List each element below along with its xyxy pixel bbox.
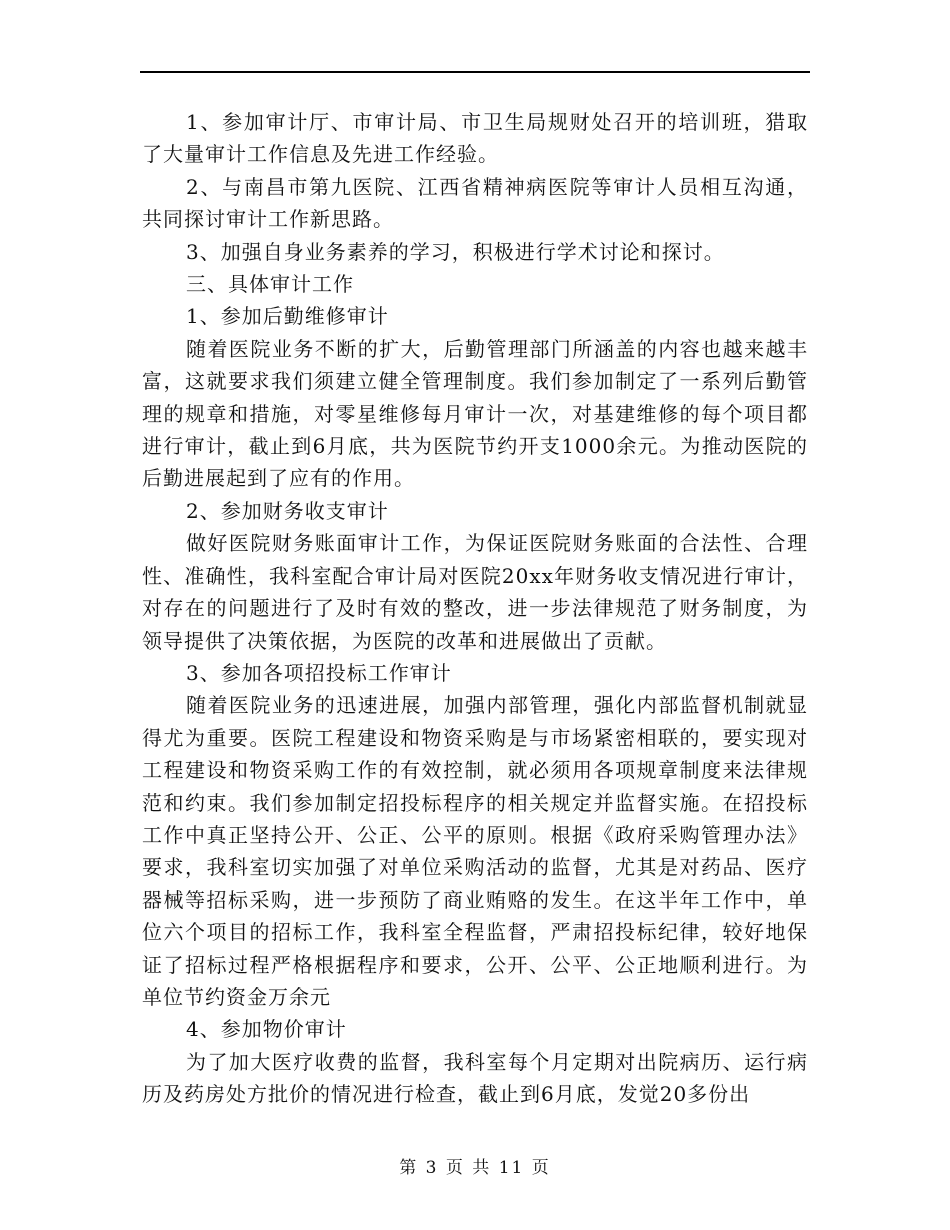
header-rule bbox=[140, 71, 810, 73]
subsection-heading: 4、参加物价审计 bbox=[186, 1017, 347, 1042]
page-footer: 第 3 页 共 11 页 bbox=[399, 1158, 551, 1178]
subsection-heading: 2、参加财务收支审计 bbox=[186, 498, 389, 523]
paragraph: 2、与南昌市第九医院、江西省精神病医院等审计人员相互沟通，共同探讨审计工作新思路。 bbox=[142, 174, 808, 232]
paragraph: 3、加强自身业务素养的学习，积极进行学术讨论和探讨。 bbox=[186, 239, 725, 264]
paragraph: 1、参加审计厅、市审计局、市卫生局规财处召开的培训班，猎取了大量审计工作信息及先进工作经验。 bbox=[142, 110, 808, 167]
paragraph: 做好医院财务账面审计工作，为保证医院财务账面的合法性、合理性、准确性，我科室配合审计局对医院20xx年财务收支情况进行审计，对存在的问题进行了及时有效的整改，进一步法律规范了财务制度，为领导提供了决策依据，为医院的改革和进展做出了贡献。 bbox=[142, 531, 808, 653]
subsection-heading: 1、参加后勤维修审计 bbox=[186, 304, 389, 329]
paragraph: 随着医院业务不断的扩大，后勤管理部门所涵盖的内容也越来越丰富，这就要求我们须建立健全管理制度。我们参加制定了一系列后勤管理的规章和措施，对零星维修每月审计一次，对基建维修的每个项目都进行审计，截止到6月底，共为医院节约开支1000余元。为推动医院的后勤进展起到了应有的作用。 bbox=[142, 336, 808, 491]
document-body bbox=[142, 106, 808, 1111]
subsection-heading: 3、参加各项招投标工作审计 bbox=[186, 660, 452, 685]
section-heading: 三、具体审计工作 bbox=[186, 272, 354, 297]
paragraph: 随着医院业务的迅速进展，加强内部管理，强化内部监督机制就显得尤为重要。医院工程建设和物资采购是与市场紧密相联的，要实现对工程建设和物资采购工作的有效控制，就必须用各项规章制度来法律规范和约束。我们参加制定招投标程序的相关规定并监督实施。在招投标工作中真正坚持公开、公正、公平的原则。根据《政府采购管理办法》要求，我科室切实加强了对单位采购活动的监督，尤其是对药品、医疗器械等招标采购，进一步预防了商业贿赂的发生。在这半年工作中，单位六个项目的招标工作，我科室全程监督，严肃招投标纪律，较好地保证了招标过程严格根据程序和要求，公开、公平、公正地顺利进行。为单位节约资金万余元 bbox=[142, 693, 808, 1009]
paragraph: 为了加大医疗收费的监督，我科室每个月定期对出院病历、运行病历及药房处方批价的情况进行检查，截止到6月底，发觉20多份出 bbox=[142, 1049, 808, 1107]
